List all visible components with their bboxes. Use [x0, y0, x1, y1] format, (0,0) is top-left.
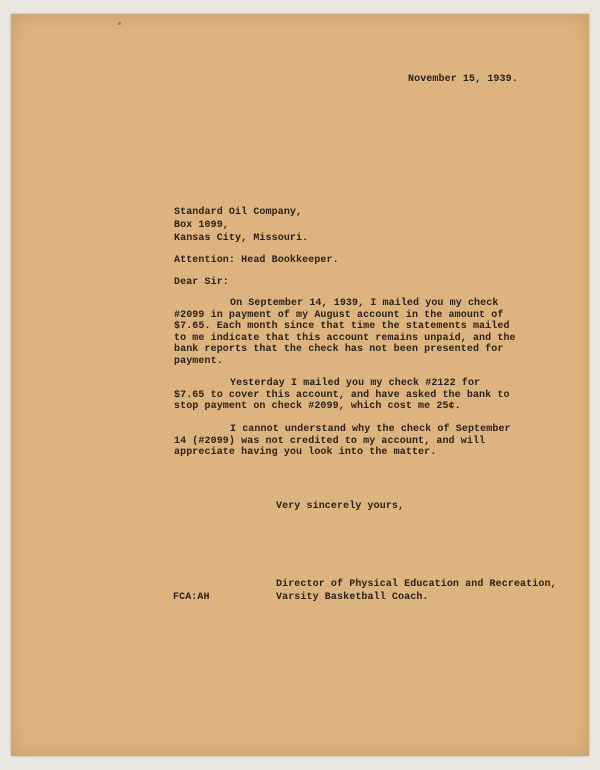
paragraph-line: On September 14, 1939, I mailed you my check	[230, 298, 499, 309]
paragraph-line: payment.	[174, 355, 223, 367]
paragraph-line: stop payment on check #2099, which cost me 25¢.	[174, 401, 461, 413]
salutation: Dear Sir:	[174, 277, 229, 288]
recipient-box: Box 1099,	[174, 220, 229, 231]
body-paragraph-1	[174, 298, 516, 368]
paper-speck	[118, 22, 121, 25]
paragraph-line: appreciate having you look into the matter.	[174, 447, 437, 459]
paragraph-line: 14 (#2099) was not credited to my account, and will	[174, 435, 486, 447]
attention-line: Attention: Head Bookkeeper.	[174, 255, 339, 266]
paragraph-line: bank reports that the check has not been presented for	[174, 344, 504, 356]
recipient-name: Standard Oil Company,	[174, 207, 303, 218]
reference-initials: FCA:AH	[173, 592, 210, 603]
signature-title-2: Varsity Basketball Coach.	[276, 592, 429, 603]
body-paragraph-3	[174, 424, 511, 459]
signature-title-1: Director of Physical Education and Recreation,	[276, 579, 557, 590]
body-paragraph-2	[174, 378, 510, 413]
recipient-city: Kansas City, Missouri.	[174, 233, 309, 244]
paragraph-line: to me indicate that this account remains unpaid, and the	[174, 332, 516, 344]
paragraph-line: Yesterday I mailed you my check #2122 for	[230, 378, 481, 389]
paragraph-line: #2099 in payment of my August account in the amount of	[174, 309, 504, 321]
paragraph-line: $7.65. Each month since that time the statements mailed	[174, 321, 510, 333]
closing: Very sincerely yours,	[276, 501, 405, 512]
letter-date: November 15, 1939.	[408, 74, 518, 85]
paragraph-line: I cannot understand why the check of September	[230, 424, 511, 435]
paragraph-line: $7.65 to cover this account, and have asked the bank to	[174, 389, 510, 401]
